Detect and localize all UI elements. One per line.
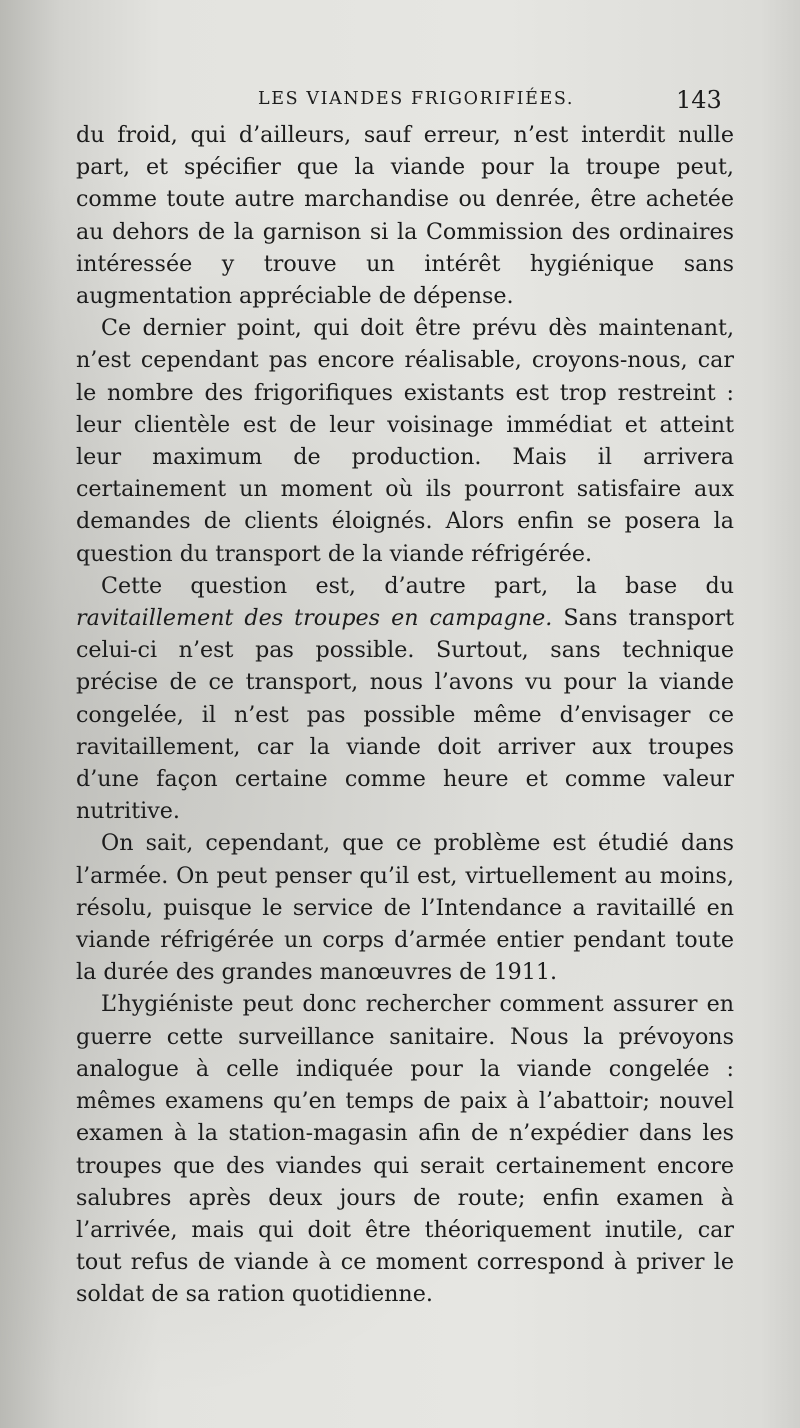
paragraph-text: L’hygiéniste peut donc rechercher comment assurer en guerre cette surveillance sanitaire. Nous la prévoyons analogue à celle indiquée pour la viande congelée : mêmes examens qu’en temps de paix à l’abattoir; nouvel examen à la station-magasin afin de n’expédier dans les troupes que des viandes qui serait certainement encore salubres après deux jours de route; enfin examen à l’arrivée, mais qui doit être théoriquement inutile, car tout refus de viande à ce moment correspond à priver le soldat de sa ration quotidienne. (76, 991, 734, 1308)
page-header (0, 86, 800, 116)
paragraph-text: du froid, qui d’ailleurs, sauf erreur, n’est interdit nulle part, et spécifier que la viande pour la troupe peut, comme toute autre marchandise ou denrée, être achetée au dehors de la garnison si la Commission des ordinaires intéressée y trouve un intérêt hygiénique sans augmentation appréciable de dépense. (76, 122, 734, 310)
paragraph-3 (76, 570, 734, 828)
paragraph-2 (76, 312, 734, 570)
italic-phrase: ravitaillement des troupes en campagne. (76, 605, 553, 632)
paragraph-text: Cette question est, d’autre part, la base du (101, 572, 734, 599)
paragraph-text: Ce dernier point, qui doit être prévu dès maintenant, n’est cependant pas encore réalisable, croyons-nous, car le nombre des frigorifiques existants est trop restreint : leur clientèle est de leur voisinage immédiat et atteint leur maximum de production. Mais il arrivera certainement un moment où ils pourront satisfaire aux demandes de clients éloignés. Alors enfin se posera la question du transport de la viande réfrigérée. (76, 315, 734, 567)
body-text (76, 119, 734, 1311)
running-title: LES VIANDES FRIGORIFIÉES. (258, 89, 574, 109)
paragraph-5 (76, 988, 734, 1310)
paragraph-text: Sans transport celui-ci n’est pas possible. Surtout, sans technique précise de ce transport, nous l’avons vu pour la viande congelée, il n’est pas possible même d’envisager ce ravitaillement, car la viande doit arriver aux troupes d’une façon certaine comme heure et comme valeur nutritive. (76, 605, 734, 825)
paragraph-1 (76, 119, 734, 312)
paragraph-4 (76, 827, 734, 988)
paragraph-text: On sait, cependant, que ce problème est étudié dans l’armée. On peut penser qu’il est, virtuellement au moins, résolu, puisque le service de l’Intendance a ravitaillé en viande réfrigérée un corps d’armée entier pendant toute la durée des grandes manœuvres de 1911. (76, 830, 734, 986)
page-number: 143 (676, 86, 722, 114)
